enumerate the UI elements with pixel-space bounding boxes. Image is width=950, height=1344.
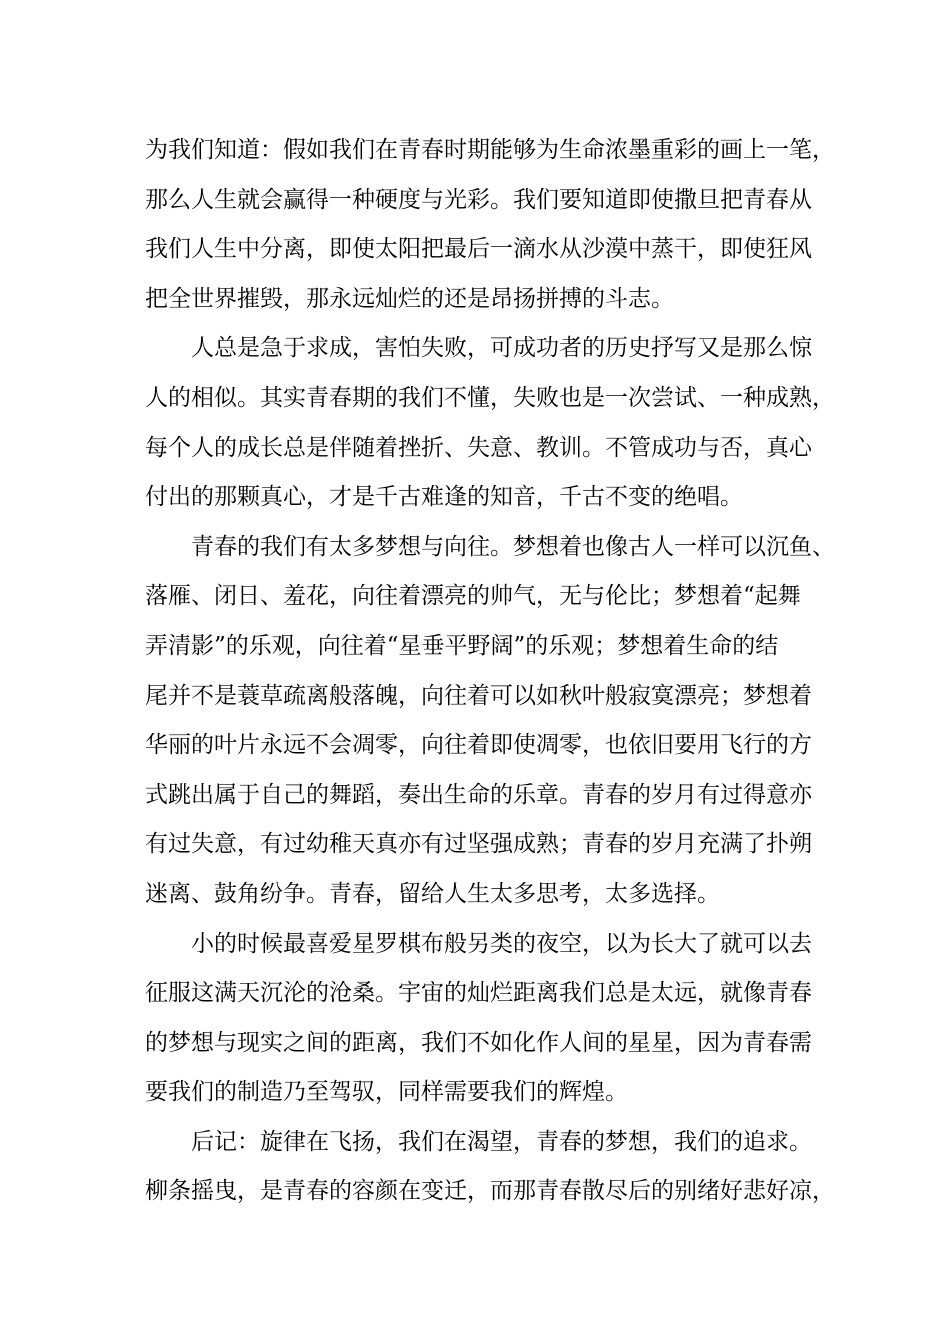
text-line: 后记：旋律在飞扬，我们在渴望，青春的梦想，我们的追求。	[191, 1128, 812, 1155]
text-line: 人总是急于求成，害怕失败，可成功者的历史抒写又是那么惊	[191, 335, 812, 362]
text-line: 那么人生就会赢得一种硬度与光彩。我们要知道即使撒旦把青春从	[145, 186, 812, 213]
text-line: 迷离、鼓角纷争。青春，留给人生太多思考，太多选择。	[145, 880, 720, 907]
body-text	[145, 126, 835, 1217]
text-line: 小的时候最喜爱星罗棋布般另类的夜空，以为长大了就可以去	[191, 930, 812, 957]
text-line: 的梦想与现实之间的距离，我们不如化作人间的星星，因为青春需	[145, 1029, 812, 1056]
text-line: 付出的那颗真心，才是千古难逢的知音，千古不变的绝唱。	[145, 484, 743, 511]
text-line: 把全世界摧毁，那永远灿烂的还是昂扬拼搏的斗志。	[145, 285, 674, 312]
text-line: 我们人生中分离，即使太阳把最后一滴水从沙漠中蒸干，即使狂风	[145, 236, 812, 263]
text-line: 要我们的制造乃至驾驭，同样需要我们的辉煌。	[145, 1079, 628, 1106]
text-line: 征服这满天沉沦的沧桑。宇宙的灿烂距离我们总是太远，就像青春	[145, 980, 812, 1007]
text-line: 为我们知道：假如我们在青春时期能够为生命浓墨重彩的画上一笔，	[145, 137, 835, 163]
text-line: 华丽的叶片永远不会凋零，向往着即使凋零，也依旧要用飞行的方	[145, 732, 812, 759]
text-line: 尾并不是蓑草疏离般落魄，向往着可以如秋叶般寂寞漂亮；梦想着	[145, 682, 812, 709]
text-line: 落雁、闭日、羞花，向往着漂亮的帅气，无与伦比；梦想着“起舞	[145, 583, 801, 610]
text-line: 青春的我们有太多梦想与向往。梦想着也像古人一样可以沉鱼、	[191, 533, 835, 560]
text-line: 有过失意，有过幼稚天真亦有过坚强成熟；青春的岁月充满了扑朔	[145, 831, 812, 858]
text-line: 式跳出属于自己的舞蹈，奏出生命的乐章。青春的岁月有过得意亦	[145, 781, 812, 808]
text-line: 柳条摇曳，是青春的容颜在变迁，而那青春散尽后的别绪好悲好凉，	[145, 1178, 835, 1205]
text-line: 每个人的成长总是伴随着挫折、失意、教训。不管成功与否，真心	[145, 434, 812, 461]
text-line: 人的相似。其实青春期的我们不懂，失败也是一次尝试、一种成熟，	[145, 384, 835, 411]
text-line: 弄清影”的乐观，向往着“星垂平野阔”的乐观；梦想着生命的结	[145, 632, 779, 659]
